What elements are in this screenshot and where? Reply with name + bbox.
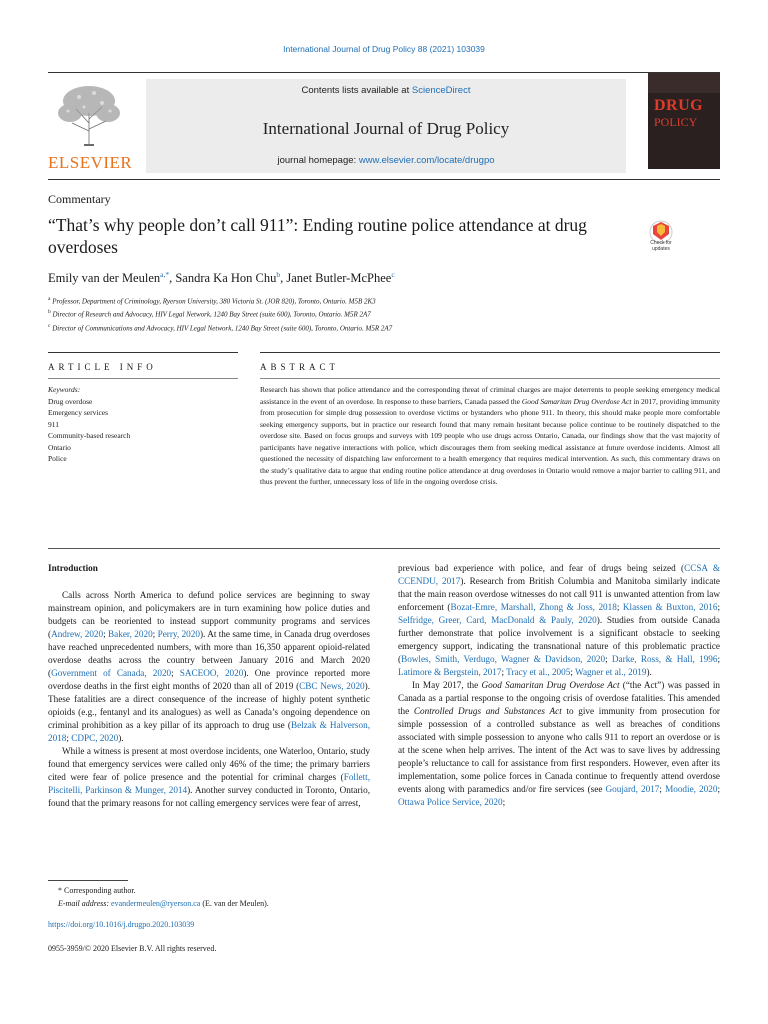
affiliation-item — [48, 321, 720, 334]
author-affiliation-marker[interactable]: c — [391, 270, 395, 279]
text: (“the Act”) was passed in Canada as a partial response to the ongoing crisis of overdose fatalities. This amended the — [398, 680, 721, 716]
text: ). — [118, 733, 124, 743]
publisher-wordmark: ELSEVIER — [48, 153, 133, 172]
text: ; — [616, 602, 623, 612]
citation-link[interactable]: Government of Canada, 2020 — [51, 668, 172, 678]
paragraph — [48, 589, 370, 745]
citation-link[interactable]: Darke, Ross, & Hall, 1996 — [611, 654, 718, 664]
author-list — [48, 270, 395, 286]
abstract-segment: Research has shown that police attendance and the corresponding threat of criminal charges are major deterrents to people seeking emergency medical assistance in the event of an overdose. In response to these barriers, Canada passed the — [260, 385, 720, 406]
text: ). — [646, 667, 652, 677]
email-label: E-mail address: — [58, 899, 110, 908]
abstract-text — [260, 384, 720, 488]
cover-title-line1: DRUG — [654, 97, 704, 114]
divider — [48, 352, 238, 353]
text: ; — [103, 629, 109, 639]
text: Calls across North America to defund police services are beginning to sway mainstream opinion, and policymakers are in turn examining how police duties and budgets can be reoriented to instead support community programs and services ( — [48, 590, 370, 639]
email-link[interactable]: evandermeulen@ryerson.ca — [111, 899, 201, 908]
text: ; — [605, 654, 612, 664]
divider — [48, 548, 720, 549]
text: ; — [152, 629, 158, 639]
author-separator: , — [280, 271, 287, 286]
citation-link[interactable]: Latimore & Bergstein, 2017 — [398, 667, 502, 677]
citation-link[interactable]: Moodie, 2020 — [665, 784, 718, 794]
elsevier-logo[interactable] — [48, 81, 133, 173]
text: ). These fatalities are a direct consequence of the increase of highly potent synthetic opioids (e.g., fentanyl and its analogues) as well as Canada’s ongoing dependence on criminal prohibition as a key pillar of its approach to drug use ( — [48, 681, 370, 730]
divider — [48, 378, 238, 379]
citation-link[interactable]: Goujard, 2017 — [605, 784, 660, 794]
citation-link[interactable]: Klassen & Buxton, 2016 — [622, 602, 718, 612]
affiliation-text: Director of Communications and Advocacy, HIV Legal Network, 1240 Bay Street (suite 600), Toronto, Ontario. M5R 2A7 — [52, 323, 393, 332]
section-heading: Introduction — [48, 563, 98, 573]
citation-link[interactable]: Perry, 2020 — [157, 629, 200, 639]
text: ; — [717, 602, 720, 612]
affiliation-item — [48, 294, 720, 307]
article-type: Commentary — [48, 192, 111, 206]
text: ; — [501, 667, 507, 677]
affiliation-text: Professor, Department of Criminology, Ryerson University, 380 Victoria St. (JOR 820), Toronto, Ontario. M5B 2K3 — [52, 297, 376, 306]
text: to give immunity from prosecution for simple possession of a controlled substance as well as breaches of conditions associated with simple possession to anyone who calls 911 to report an overdose or is at the scene when help arrives. The intent of the Act was to save lives by addressing people’s reluctance to call for assistance from first responders. However, even after its implementation, some police forces in Canada continue to frequently attend overdose events along with paramedics and/or fire services (see — [398, 706, 720, 794]
article-title: “That’s why people don’t call 911”: Ending routine police attendance at drug overdoses — [48, 215, 587, 257]
text: ). Research from British Columbia and Manitoba similarly indicate that the main reason overdose witnesses do not call 911 is unwanted attention from law enforcement ( — [398, 576, 720, 612]
doi-link[interactable]: https://doi.org/10.1016/j.drugpo.2020.103039 — [48, 920, 195, 929]
author-separator: , — [169, 271, 176, 286]
sciencedirect-link[interactable]: ScienceDirect — [411, 85, 471, 96]
body-column-left — [48, 562, 370, 810]
citation-link[interactable]: Baker, 2020 — [108, 629, 153, 639]
citation-link[interactable]: Tracy et al., 2005 — [506, 667, 571, 677]
affiliation-item — [48, 307, 720, 320]
doi-line — [48, 920, 194, 929]
citation-link[interactable]: Wagner et al., 2019 — [575, 667, 647, 677]
keyword: Ontario — [48, 442, 71, 452]
citation-link[interactable]: Selfridge, Greer, Card, MacDonald & Pauly, 2020 — [398, 615, 597, 625]
author-name: Emily van der Meulen — [48, 271, 161, 286]
article-info-heading: ARTICLE INFO — [48, 362, 157, 372]
citation-link[interactable]: Bowles, Smith, Verdugo, Wagner & Davidson, 2020 — [401, 654, 606, 664]
text: previous bad experience with police, and fear of drugs being seized ( — [398, 563, 685, 573]
italic-text: Good Samaritan Drug Overdose Act — [481, 680, 620, 690]
keyword: Community-based research — [48, 431, 131, 440]
affiliations — [48, 294, 720, 334]
author-affiliation-marker[interactable]: a,* — [160, 270, 170, 279]
text: ). One province reported more overdose deaths in the first eight months of 2020 than all of 2019 ( — [48, 668, 370, 691]
abstract-heading: ABSTRACT — [260, 362, 340, 372]
citation-link[interactable]: Bozat-Emre, Marshall, Zhong & Joss, 2018 — [450, 602, 617, 612]
keyword: Police — [48, 454, 67, 463]
journal-cover[interactable] — [648, 73, 720, 169]
journal-citation[interactable]: International Journal of Drug Policy 88 (2021) 103039 — [283, 44, 485, 54]
citation-link[interactable]: CCSA & CCENDU, 2017 — [398, 563, 720, 586]
body-column-right — [398, 562, 720, 809]
text: ). At the same time, in Canada drug overdoses have reached unprecedented numbers, with more than 16,350 apparent opioid-related overdose deaths across the country between January 2016 and March 2020 ( — [48, 629, 371, 678]
text: ; — [66, 733, 72, 743]
text: While a witness is present at most overdose incidents, one Waterloo, Ontario, study found that emergency services were called only 46% of the time; the primary barriers cited were fear of police presence and the potential for criminal charges ( — [48, 746, 370, 782]
citation-link[interactable]: Ottawa Police Service, 2020 — [398, 797, 503, 807]
affiliation-marker: a — [48, 296, 51, 302]
abstract-segment: in 2017, providing immunity from prosecution for simple drug possession to overdose victims or bystanders who phone 911. In theory, this should make people more comfortable seeking emergency supports, but in practice our research found that many remain hesitant because police continue to be routinely dispatched to the overdose site. Based on focus groups and surveys with 109 people who use drugs across Ontario, Canada, our findings show that the vast majority of participants have negative interactions with police, which discourages them from seeking medical assistance at future overdose incidents. Almost all questioned the necessity of dispatching law enforcement to a health emergency that requires medical intervention. As such, this commentary draws on the study’s qualitative data to argue that ending routine police attendance at drug overdoses in Ontario would remove a major barrier to calling 911, and thus prevent the further, unnecessary loss of life in the ongoing overdose crisis. — [260, 396, 720, 486]
citation-link[interactable]: CBC News, 2020 — [299, 681, 365, 691]
corresponding-label: Corresponding author. — [64, 886, 136, 895]
citation-link[interactable]: Andrew, 2020 — [51, 629, 104, 639]
contents-prefix: Contents lists available at — [301, 85, 412, 96]
journal-name: International Journal of Drug Policy — [262, 119, 510, 138]
text: ; — [717, 784, 720, 794]
cover-title-line2: POLICY — [654, 115, 698, 129]
footnote-divider — [48, 880, 128, 881]
masthead-center — [146, 79, 626, 173]
author-affiliation-marker[interactable]: b — [276, 270, 281, 279]
journal-homepage-link[interactable]: www.elsevier.com/locate/drugpo — [358, 155, 495, 166]
footnote-marker: * — [58, 886, 62, 895]
contents-line — [146, 85, 626, 96]
paragraph — [48, 745, 370, 810]
abstract-italic: Good Samaritan Drug Overdose Act — [521, 396, 632, 406]
text: ; — [659, 784, 666, 794]
keywords-box — [48, 384, 238, 465]
italic-text: Controlled Drugs and Substances Act — [413, 706, 562, 716]
cover-stripe — [648, 73, 720, 93]
text: ; — [502, 797, 506, 807]
text: In May 2017, the — [412, 680, 482, 690]
keyword: Drug overdose — [48, 396, 93, 406]
divider — [260, 352, 720, 353]
email-note — [48, 897, 269, 910]
keyword: Emergency services — [48, 408, 109, 417]
email-suffix: (E. van der Meulen). — [200, 899, 269, 908]
elsevier-tree-icon — [54, 83, 124, 147]
author-name: Sandra Ka Hon Chu — [175, 271, 277, 286]
corresponding-author-note — [48, 884, 269, 897]
text: ). Another survey conducted in Toronto, Ontario, found that the primary reasons for not calling emergency services were fear of arrest, — [48, 785, 370, 808]
author-name: Janet Butler-McPhee — [286, 271, 392, 286]
journal-masthead — [48, 72, 720, 180]
homepage-line — [146, 155, 626, 166]
text: ; — [717, 654, 721, 664]
text: ; — [570, 667, 576, 677]
divider — [260, 378, 720, 379]
copyright-line: 0955-3959/© 2020 Elsevier B.V. All rights reserved. — [48, 944, 217, 953]
affiliation-marker: b — [48, 309, 51, 316]
citation-link[interactable]: SACEOO, 2020 — [179, 668, 244, 678]
affiliation-marker: c — [48, 322, 51, 329]
footnotes — [48, 884, 269, 910]
keyword: 911 — [48, 419, 59, 429]
homepage-prefix: journal homepage: — [277, 155, 359, 166]
text: ; — [171, 668, 180, 678]
paragraph — [398, 562, 720, 679]
paragraph — [398, 679, 720, 809]
affiliation-text: Director of Research and Advocacy, HIV Legal Network, 1240 Bay Street (suite 600), Toronto, Ontario. M5R 2A7 — [52, 310, 371, 319]
citation-link[interactable]: CDPC, 2020 — [71, 733, 119, 743]
citation-link[interactable]: Follett, Piscitelli, Parkinson & Munger, 2014 — [48, 772, 370, 795]
keywords-label: Keywords: — [48, 385, 81, 394]
check-for-updates-label[interactable]: Check for updates — [650, 240, 672, 252]
text: ). Studies from outside Canada further demonstrate that police involvement is a significant obstacle to seeking emergency support, indicating the transnational nature of this problematic practice ( — [398, 615, 720, 664]
citation-link[interactable]: Belzak & Halverson, 2018 — [48, 720, 370, 743]
